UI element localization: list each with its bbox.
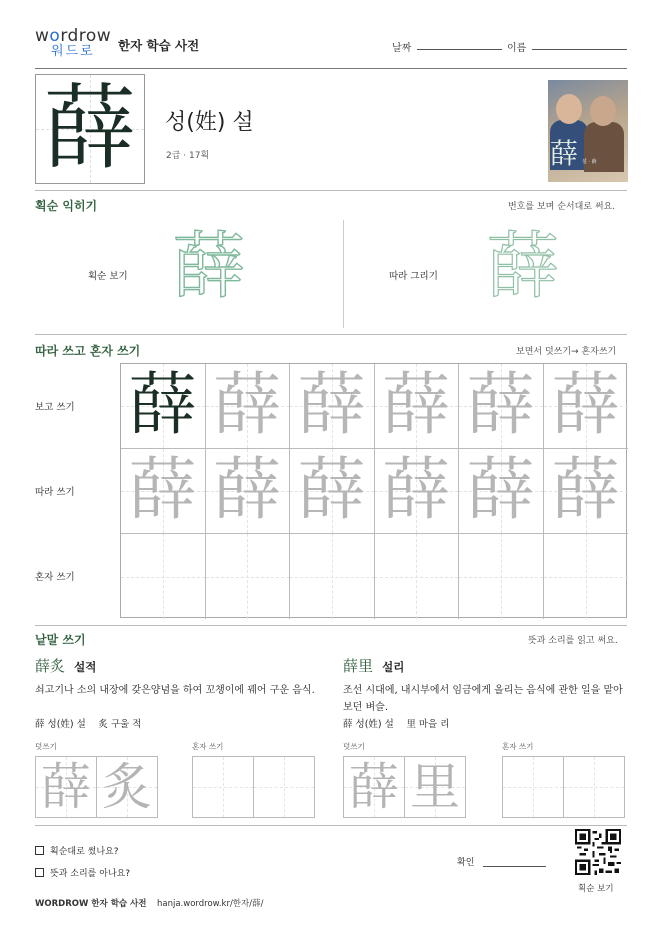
word-2-trace-box-2[interactable]: 里	[404, 756, 466, 818]
practice-section-note: 보면서 덧쓰기→ 혼자쓰기	[516, 347, 617, 357]
divider	[35, 190, 627, 191]
word-section-title: 낱말 쓰기	[35, 633, 86, 647]
word-1-trace-box-1[interactable]: 薛	[35, 756, 97, 818]
practice-cell[interactable]	[544, 364, 629, 449]
practice-char: 薛	[551, 451, 620, 530]
app-title: 한자 학습 사전	[118, 38, 200, 53]
name-field[interactable]	[532, 49, 627, 50]
practice-char	[206, 534, 290, 619]
photo-caption: 설 · 薛	[582, 159, 597, 165]
word-1-desc: 쇠고기나 소의 내장에 갖은양념을 하여 꼬챙이에 꿰어 구운 음식.	[35, 685, 315, 696]
practice-cell[interactable]	[544, 534, 629, 619]
stroke-trace-label: 따라 그리기	[389, 271, 438, 282]
practice-cell[interactable]	[206, 534, 291, 619]
practice-char: 薛	[213, 451, 282, 530]
practice-cell[interactable]	[375, 534, 460, 619]
main-hanja-box	[35, 74, 145, 184]
wordrow-logo	[35, 27, 115, 65]
word-1-parts: 薛 성(姓) 설 炙 구울 적	[35, 719, 142, 730]
practice-char	[121, 534, 205, 619]
stroke-order-char: 薛	[173, 224, 246, 308]
practice-char: 薛	[213, 366, 282, 445]
stroke-section-title: 획순 익히기	[35, 199, 98, 213]
practice-char: 薛	[466, 366, 535, 445]
practice-cell[interactable]	[206, 449, 291, 534]
practice-cell[interactable]	[459, 534, 544, 619]
stroke-divider	[343, 220, 344, 328]
cover-photo	[548, 80, 628, 182]
practice-cell[interactable]	[290, 534, 375, 619]
word-2-hanja: 薛里	[343, 657, 374, 675]
word-1-alone-box-2[interactable]	[253, 756, 315, 818]
practice-cell[interactable]	[290, 364, 375, 449]
divider	[35, 334, 627, 335]
main-hanja-char: 薛	[43, 75, 136, 182]
practice-char: 薛	[128, 451, 197, 530]
practice-char	[375, 534, 459, 619]
word-2-parts: 薛 성(姓) 설 里 마을 리	[343, 719, 450, 730]
practice-cell[interactable]	[544, 449, 629, 534]
date-field[interactable]	[417, 49, 502, 50]
confirm-field[interactable]	[483, 866, 546, 867]
practice-char: 薛	[297, 451, 366, 530]
checkbox-icon[interactable]	[35, 868, 44, 877]
practice-char: 薛	[466, 451, 535, 530]
word-1-trace-label: 덧쓰기	[35, 742, 57, 751]
qr-label: 획순 보기	[578, 884, 614, 894]
name-label: 이름	[507, 43, 527, 54]
practice-cell[interactable]	[375, 364, 460, 449]
practice-cell[interactable]	[121, 449, 206, 534]
word-2-alone-box-1[interactable]	[502, 756, 564, 818]
footer-url[interactable]: hanja.wordrow.kr/한자/薛/	[157, 899, 264, 909]
word-1-reading: 설적	[74, 660, 97, 674]
word-2-heading	[343, 655, 404, 676]
practice-grid	[120, 363, 627, 618]
logo-wordmark: wordrow	[35, 26, 112, 46]
word-2-trace-label: 덧쓰기	[343, 742, 365, 751]
practice-cell[interactable]	[121, 364, 206, 449]
word-section-note: 뜻과 소리를 읽고 써요.	[528, 636, 618, 646]
practice-char	[459, 534, 543, 619]
photo-char: 薛	[550, 137, 579, 170]
stroke-trace-char[interactable]: 薛	[487, 224, 560, 308]
logo-korean: 워드로	[51, 44, 95, 59]
word-2-trace-box-1[interactable]: 薛	[343, 756, 405, 818]
word-1-hanja: 薛炙	[35, 657, 66, 675]
word-1-trace-box-2[interactable]: 炙	[96, 756, 158, 818]
header-divider	[35, 68, 627, 69]
practice-cell[interactable]	[290, 449, 375, 534]
practice-char: 薛	[382, 451, 451, 530]
practice-char	[290, 534, 374, 619]
row-label-view: 보고 쓰기	[35, 402, 75, 413]
word-2-reading: 설리	[382, 660, 405, 674]
word-1-heading	[35, 655, 96, 676]
confirm-label: 확인	[457, 858, 475, 868]
word-2-alone-box-2[interactable]	[563, 756, 625, 818]
qr-code-icon[interactable]	[575, 829, 621, 875]
word-2-desc: 조선 시대에, 내시부에서 임금에게 올리는 음식에 관한 일을 맡아보던 벼슬.	[343, 685, 623, 713]
practice-cell[interactable]	[375, 449, 460, 534]
checkbox-icon[interactable]	[35, 846, 44, 855]
date-label: 날짜	[392, 43, 412, 54]
practice-cell[interactable]	[459, 449, 544, 534]
practice-char: 薛	[297, 366, 366, 445]
row-label-trace: 따라 쓰기	[35, 487, 75, 498]
divider	[35, 825, 627, 826]
checklist-item-1[interactable]: 획순대로 썼나요?	[35, 844, 119, 857]
practice-char: 薛	[128, 366, 197, 445]
word-1-alone-label: 혼자 쓰기	[192, 742, 224, 751]
hanja-meta: 2급 · 17획	[166, 151, 210, 161]
word-2-alone-label: 혼자 쓰기	[502, 742, 534, 751]
stroke-section-note: 번호를 보며 순서대로 써요.	[508, 202, 616, 212]
practice-cell[interactable]	[459, 364, 544, 449]
practice-cell[interactable]	[121, 534, 206, 619]
divider	[35, 625, 627, 626]
practice-section-title: 따라 쓰고 혼자 쓰기	[35, 344, 141, 358]
practice-char	[544, 534, 629, 619]
row-label-alone: 혼자 쓰기	[35, 572, 75, 583]
stroke-view-label: 획순 보기	[88, 271, 128, 282]
practice-cell[interactable]	[206, 364, 291, 449]
checklist-item-2[interactable]: 뜻과 소리를 아나요?	[35, 866, 130, 879]
footer-brand: WORDROW 한자 학습 사전	[35, 899, 147, 909]
practice-char: 薛	[382, 366, 451, 445]
word-1-alone-box-1[interactable]	[192, 756, 254, 818]
practice-char: 薛	[551, 366, 620, 445]
hanja-reading: 성(姓) 설	[165, 110, 254, 135]
